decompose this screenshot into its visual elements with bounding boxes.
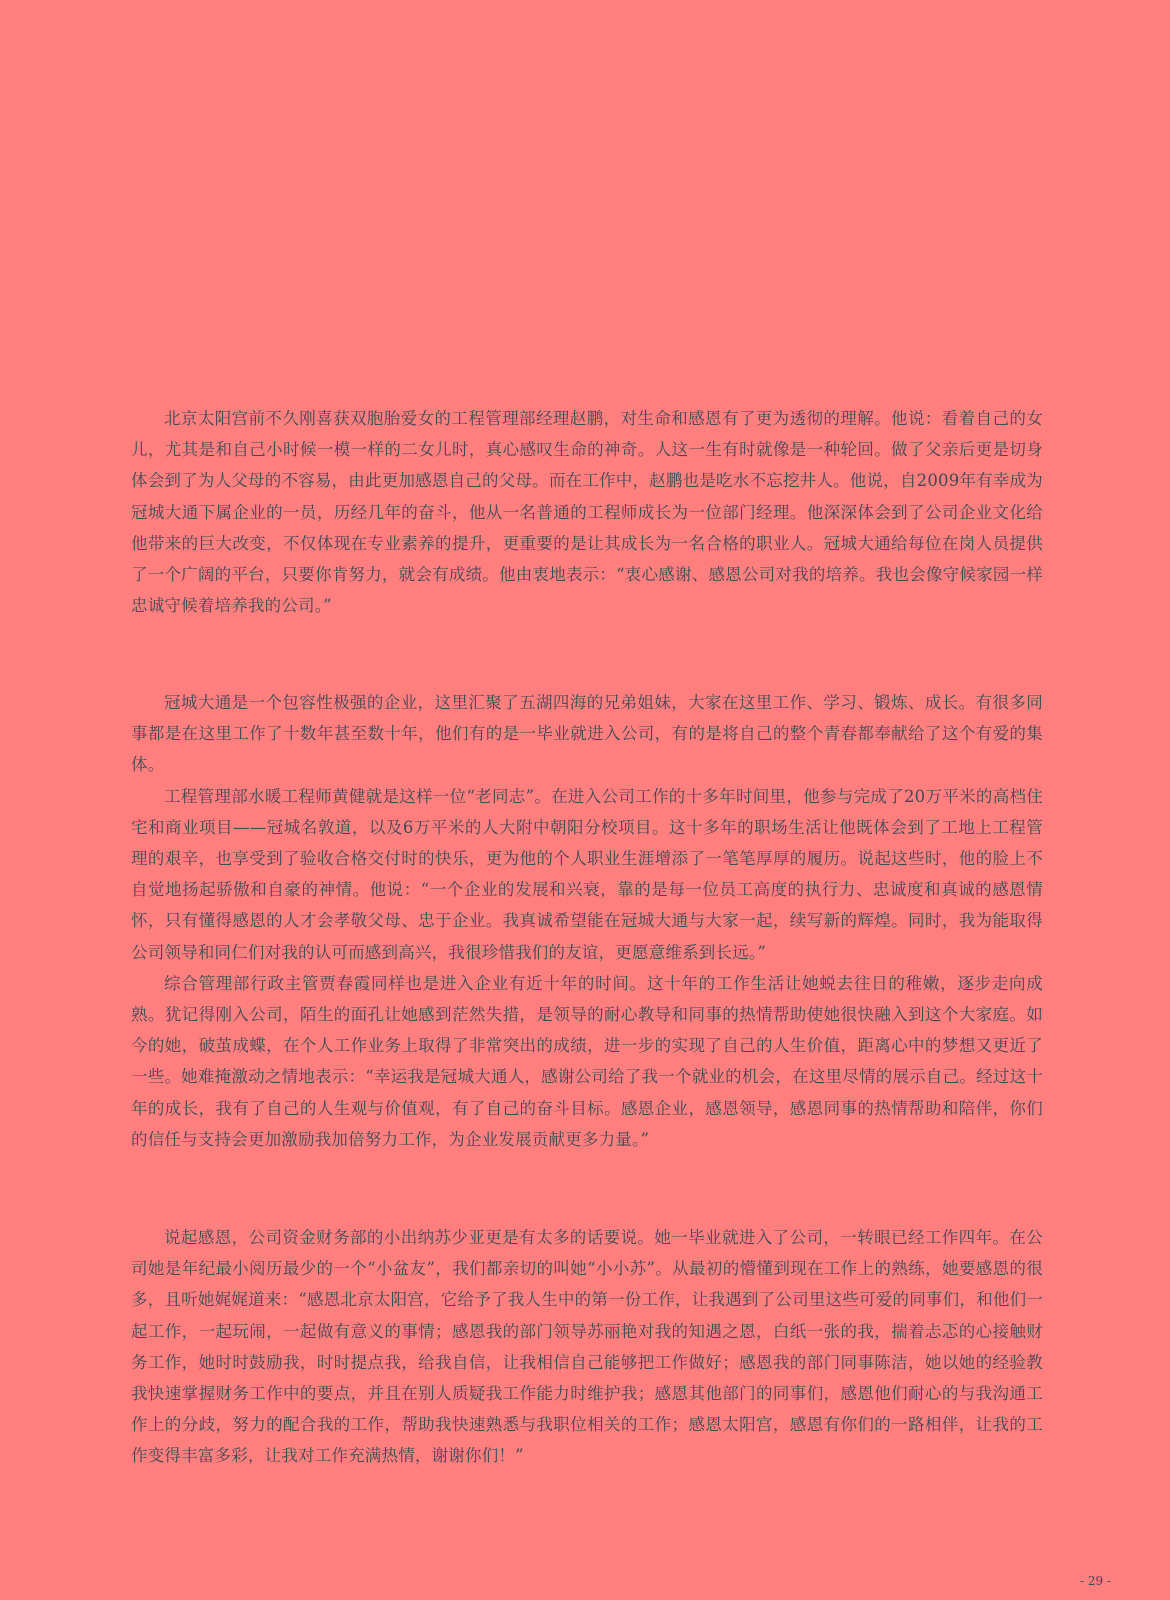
article-section-su-shaoya bbox=[131, 1222, 1043, 1472]
paragraph: 工程管理部水暖工程师黄健就是这样一位“老同志”。在进入公司工作的十多年时间里，他参与完成了20万平米的高档住宅和商业项目——冠城名敦道，以及6万平米的人大附中朝阳分校项目。这十多年的职场生活让他既体会到了工地上工程管理的艰辛，也享受到了验收合格交付时的快乐，更为他的个人职业生涯增添了一笔笔厚厚的履历。说起这些时，他的脸上不自觉地扬起骄傲和自豪的神情。他说：“一个企业的发展和兴衰，靠的是每一位员工高度的执行力、忠诚度和真诚的感恩情怀，只有懂得感恩的人才会孝敬父母、忠于企业。我真诚希望能在冠城大通与大家一起，续写新的辉煌。同时，我为能取得公司领导和同仁们对我的认可而感到高兴，我很珍惜我们的友谊，更愿意维系到长远。” bbox=[131, 786, 1043, 962]
article-section-zhao-peng bbox=[131, 403, 1043, 621]
paragraph: 冠城大通是一个包容性极强的企业，这里汇聚了五湖四海的兄弟姐妹，大家在这里工作、学习、锻炼、成长。有很多同事都是在这里工作了十数年甚至数十年，他们有的是一毕业就进入公司，有的是将自己的整个青春都奉献给了这个有爱的集体。 bbox=[131, 693, 1043, 775]
paragraph: 北京太阳宫前不久刚喜获双胞胎爱女的工程管理部经理赵鹏，对生命和感恩有了更为透彻的理解。他说：看着自己的女儿，尤其是和自己小时候一模一样的二女儿时，真心感叹生命的神奇。人这一生有时就像是一种轮回。做了父亲后更是切身体会到了为人父母的不容易，由此更加感恩自己的父母。而在工作中，赵鹏也是吃水不忘挖井人。他说，自2009年有幸成为冠城大通下属企业的一员，历经几年的奋斗，他从一名普通的工程师成长为一位部门经理。他深深体会到了公司企业文化给他带来的巨大改变，不仅体现在专业素养的提升，更重要的是让其成长为一名合格的职业人。冠城大通给每位在岗人员提供了一个广阔的平台，只要你肯努力，就会有成绩。他由衷地表示：“衷心感谢、感恩公司对我的培养。我也会像守候家园一样忠诚守候着培养我的公司。” bbox=[131, 409, 1043, 616]
paragraph: 说起感恩，公司资金财务部的小出纳苏少亚更是有太多的话要说。她一毕业就进入了公司，一转眼已经工作四年。在公司她是年纪最小阅历最少的一个“小盆友”，我们都亲切的叫她“小小苏”。从最初的懵懂到现在工作上的熟练，她要感恩的很多，且听她娓娓道来：“感恩北京太阳宫，它给予了我人生中的第一份工作，让我遇到了公司里这些可爱的同事们，和他们一起工作，一起玩闹，一起做有意义的事情；感恩我的部门领导苏丽艳对我的知遇之恩，白纸一张的我，揣着忐忑的心接触财务工作，她时时鼓励我，时时提点我，给我自信，让我相信自己能够把工作做好；感恩我的部门同事陈洁，她以她的经验教我快速掌握财务工作中的要点，并且在别人质疑我工作能力时维护我；感恩其他部门的同事们，感恩他们耐心的与我沟通工作上的分歧，努力的配合我的工作，帮助我快速熟悉与我职位相关的工作；感恩太阳宫，感恩有你们的一路相伴，让我的工作变得丰富多彩，让我对工作充满热情，谢谢你们！” bbox=[131, 1228, 1043, 1466]
article-section-veterans bbox=[131, 687, 1043, 1155]
paragraph: 综合管理部行政主管贾春霞同样也是进入企业有近十年的时间。这十年的工作生活让她蜕去往日的稚嫩，逐步走向成熟。犹记得刚入公司，陌生的面孔让她感到茫然失措，是领导的耐心教导和同事的热情帮助使她很快融入到这个大家庭。如今的她，破茧成蝶，在个人工作业务上取得了非常突出的成绩，进一步的实现了自己的人生价值，距离心中的梦想又更近了一些。她难掩激动之情地表示：“幸运我是冠城大通人，感谢公司给了我一个就业的机会，在这里尽情的展示自己。经过这十年的成长，我有了自己的人生观与价值观，有了自己的奋斗目标。感恩企业，感恩领导，感恩同事的热情帮助和陪伴，你们的信任与支持会更加激励我加倍努力工作，为企业发展贡献更多力量。” bbox=[131, 973, 1043, 1149]
page-number: - 29 - bbox=[1080, 1574, 1112, 1588]
